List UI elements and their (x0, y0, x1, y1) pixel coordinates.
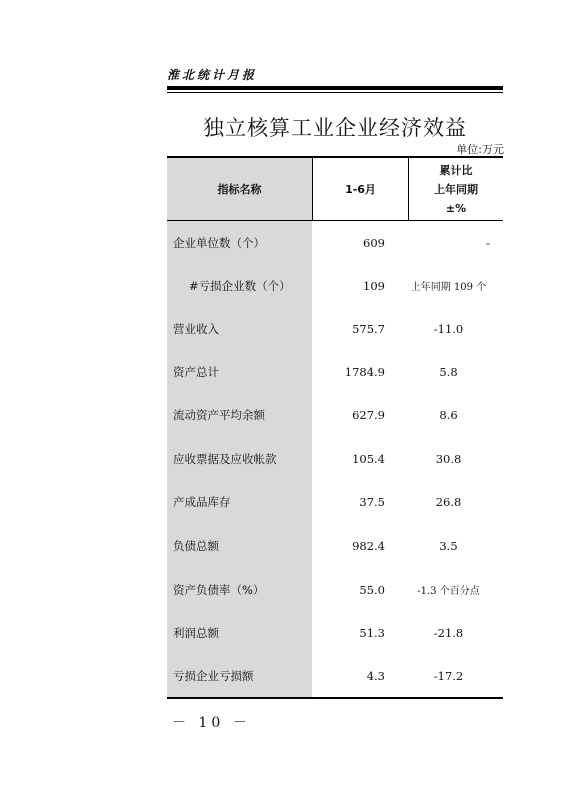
row-value: 51.3 (359, 625, 385, 640)
page-title: 独立核算工业企业经济效益 (203, 116, 467, 140)
row-value: 627.9 (352, 407, 385, 422)
row-change: 3.5 (439, 538, 458, 553)
row-change: -17.2 (433, 668, 464, 683)
unit-label: 单位:万元 (456, 143, 504, 156)
page-number: － 10 － (172, 715, 251, 731)
row-value: 37.5 (359, 494, 385, 509)
row-name: 流动资产平均余额 (173, 407, 265, 422)
row-change: -11.0 (433, 321, 464, 336)
change-header-line1: 累计比 (439, 163, 473, 177)
row-name: #亏损企业数（个） (189, 278, 291, 293)
row-name: 企业单位数（个） (173, 235, 265, 250)
row-name: 营业收入 (173, 321, 219, 336)
table-bottom-rule (167, 697, 503, 699)
change-header-line2: 上年同期 (434, 182, 478, 196)
column-header-change (409, 158, 503, 220)
table-row (167, 480, 503, 523)
row-value: 982.4 (352, 538, 385, 553)
row-name: 亏损企业亏损额 (173, 668, 254, 683)
row-value: 55.0 (359, 582, 385, 597)
table-row (167, 350, 503, 393)
table-row (167, 437, 503, 480)
table-row (167, 307, 503, 350)
table-row (167, 568, 503, 611)
row-name: 利润总额 (173, 625, 219, 640)
row-value: 109 (363, 278, 385, 293)
row-name: 产成品库存 (173, 494, 231, 509)
table-row (167, 654, 503, 697)
column-header-period: 1-6月 (345, 183, 376, 196)
table-row (167, 524, 503, 567)
table-row (167, 221, 503, 264)
row-value: 105.4 (352, 451, 385, 466)
header-rule-thick (167, 86, 503, 90)
row-value: 4.3 (366, 668, 385, 683)
row-name: 资产总计 (173, 364, 219, 379)
publication-header: 淮北统计月报 (167, 68, 258, 82)
row-change: 30.8 (435, 451, 462, 466)
change-header-line3: ±% (445, 201, 467, 215)
column-header-name: 指标名称 (217, 183, 262, 196)
header-rule-thin (167, 92, 503, 93)
table-row (167, 611, 503, 654)
row-change: -1.3 个百分点 (417, 586, 480, 597)
table-row (167, 264, 503, 307)
row-change: 8.6 (439, 407, 458, 422)
row-change: 上年同期 109 个 (410, 282, 487, 293)
table-row (167, 393, 503, 436)
row-change: 26.8 (435, 494, 462, 509)
row-change: -21.8 (433, 625, 464, 640)
row-value: 575.7 (352, 321, 385, 336)
row-value: 609 (363, 235, 385, 250)
row-name: 应收票据及应收帐款 (173, 451, 277, 466)
row-change: - (486, 235, 490, 250)
row-name: 资产负债率（%） (173, 582, 265, 597)
row-name: 负债总额 (173, 538, 219, 553)
row-value: 1784.9 (344, 364, 385, 379)
row-change: 5.8 (439, 364, 458, 379)
